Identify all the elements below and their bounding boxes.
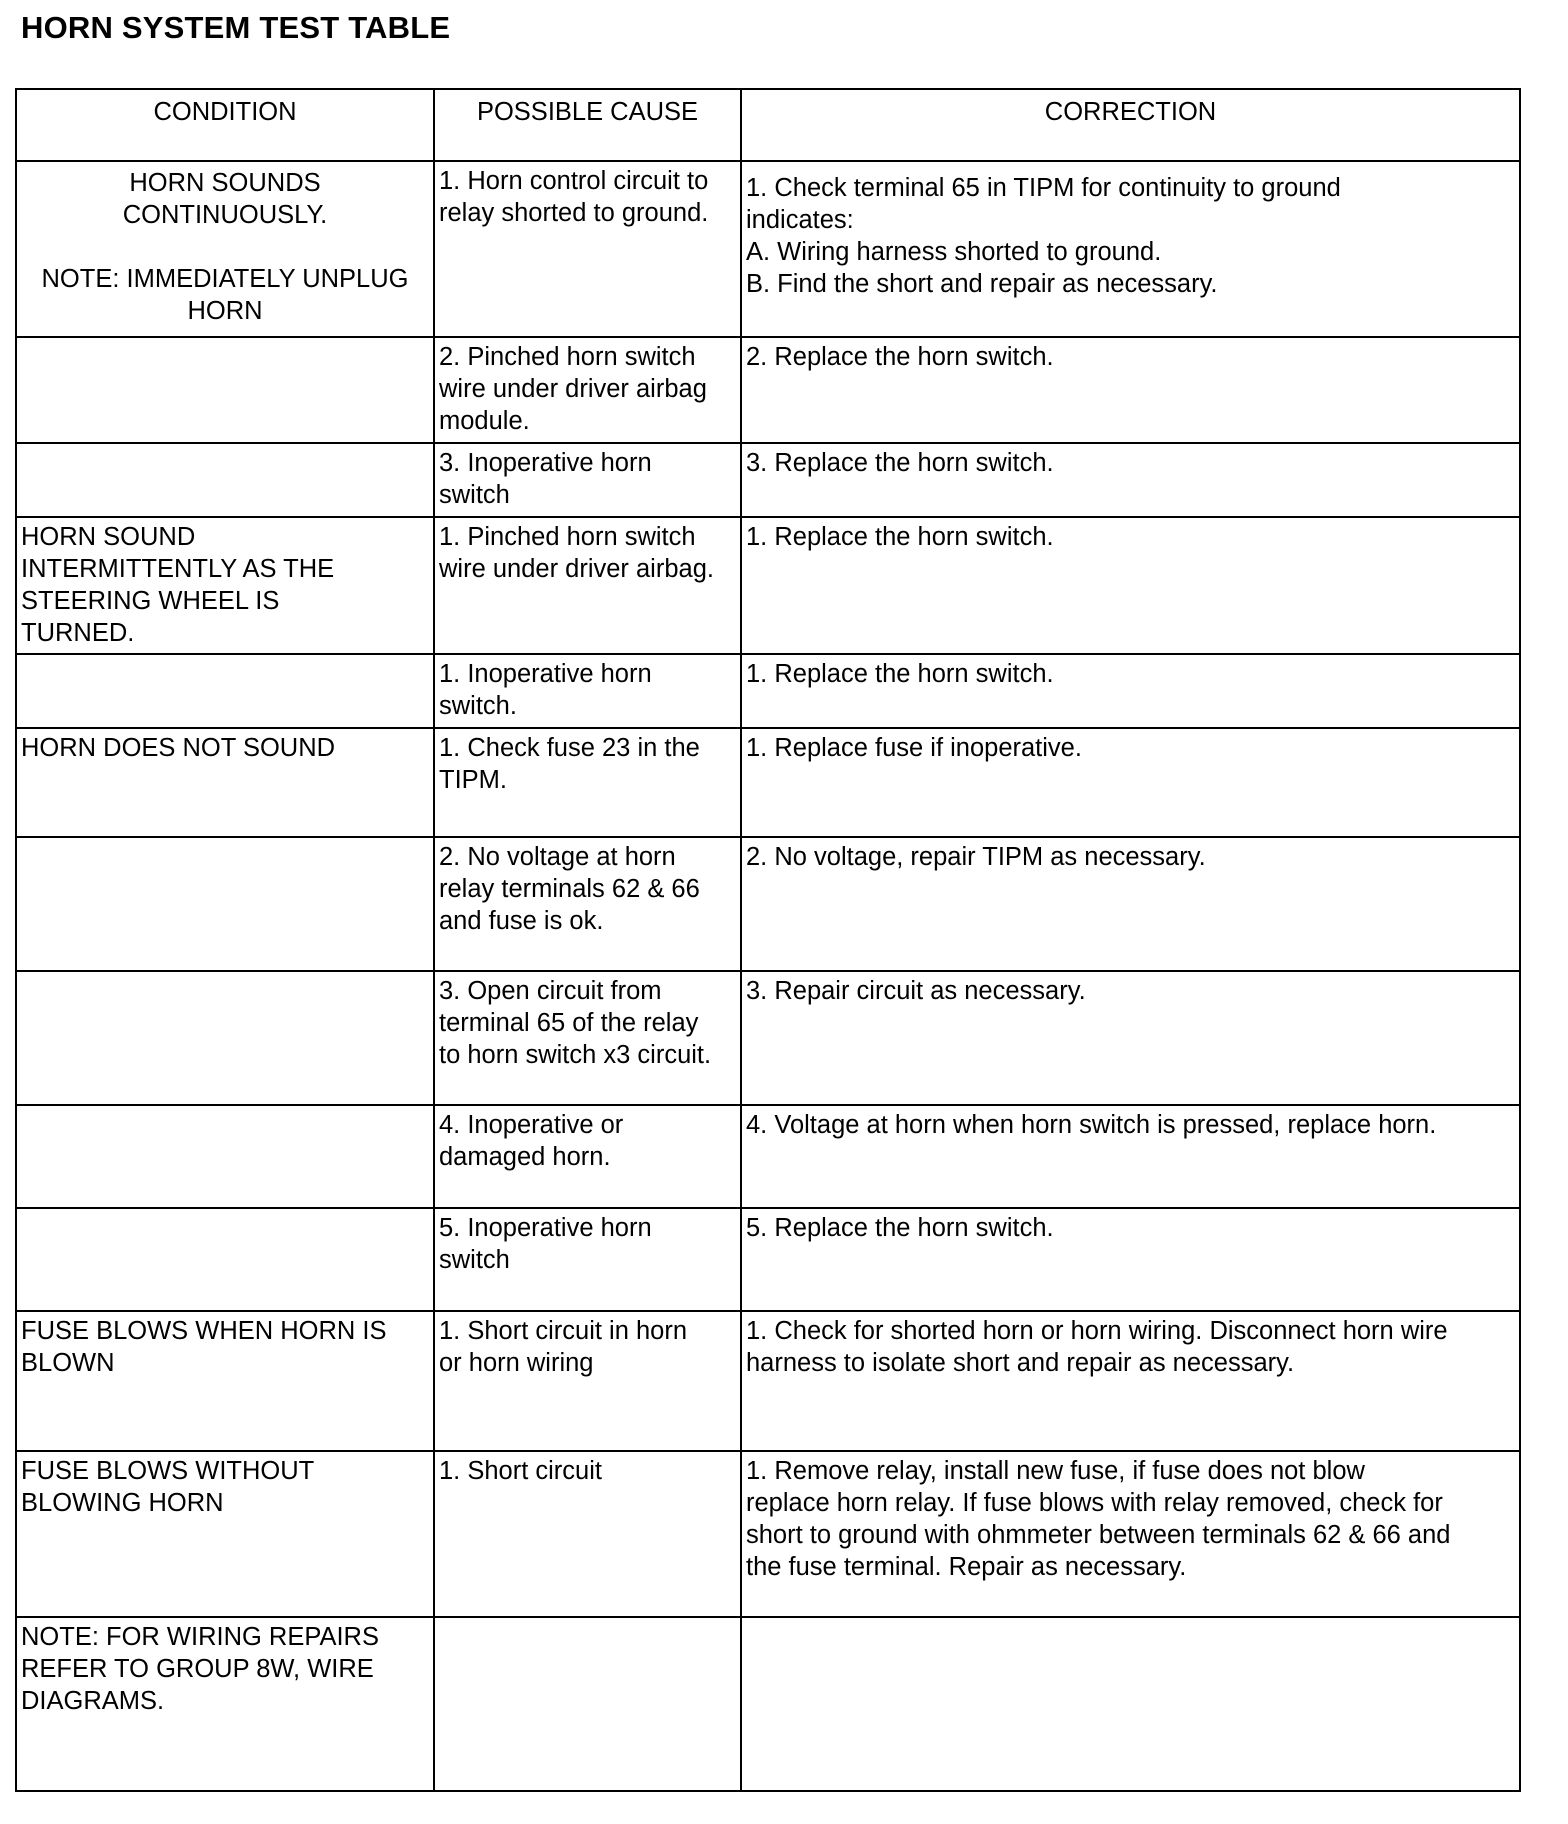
correction-cell [741, 1617, 1520, 1791]
cause-line: TIPM. [439, 766, 507, 794]
cause-line: 1. Short circuit in horn [439, 1317, 688, 1345]
correction-line: 2. No voltage, repair TIPM as necessary. [746, 843, 1206, 871]
condition-line: FUSE BLOWS WHEN HORN IS [21, 1317, 387, 1345]
condition-line: DIAGRAMS. [21, 1687, 165, 1715]
correction-cell [741, 1208, 1520, 1311]
cause-cell [434, 517, 741, 654]
condition-cell [16, 443, 434, 517]
condition-cell [16, 971, 434, 1105]
condition-line: HORN DOES NOT SOUND [21, 734, 336, 762]
cause-cell [434, 337, 741, 443]
correction-line: 1. Remove relay, install new fuse, if fuse does not blow [746, 1457, 1365, 1485]
cause-line: 1. Short circuit [439, 1457, 602, 1485]
cause-line: 3. Inoperative horn [439, 449, 652, 477]
correction-cell [741, 337, 1520, 443]
table-row [16, 1617, 1520, 1791]
cause-cell [434, 1617, 741, 1791]
condition-line: BLOWING HORN [21, 1489, 224, 1517]
correction-line: harness to isolate short and repair as necessary. [746, 1349, 1295, 1377]
page-title: HORN SYSTEM TEST TABLE [21, 10, 451, 45]
correction-cell [741, 1311, 1520, 1451]
cause-line: 5. Inoperative horn [439, 1214, 652, 1242]
cause-cell [434, 654, 741, 728]
condition-cell [16, 517, 434, 654]
cause-line: wire under driver airbag [439, 375, 707, 403]
cause-cell [434, 1105, 741, 1208]
table-row [16, 1208, 1520, 1311]
correction-line: 1. Check terminal 65 in TIPM for continuity to ground [746, 174, 1341, 202]
cause-line: 4. Inoperative or [439, 1111, 624, 1139]
table-row [16, 161, 1520, 337]
cause-line: 1. Pinched horn switch [439, 523, 696, 551]
condition-cell [16, 1105, 434, 1208]
cause-line: 3. Open circuit from [439, 977, 662, 1005]
header-condition: CONDITION [16, 89, 434, 161]
condition-note-line: NOTE: IMMEDIATELY UNPLUG [41, 265, 409, 293]
cause-line: 2. Pinched horn switch [439, 343, 696, 371]
correction-line: 3. Replace the horn switch. [746, 449, 1054, 477]
cause-line: wire under driver airbag. [439, 555, 714, 583]
condition-cell [16, 654, 434, 728]
cause-line: to horn switch x3 circuit. [439, 1041, 712, 1069]
correction-line: 1. Replace fuse if inoperative. [746, 734, 1082, 762]
cause-line: damaged horn. [439, 1143, 611, 1171]
condition-note-line: HORN [187, 297, 263, 325]
condition-cell [16, 728, 434, 837]
cause-line: 1. Check fuse 23 in the [439, 734, 700, 762]
header-possible-cause: POSSIBLE CAUSE [434, 89, 741, 161]
table-row [16, 1451, 1520, 1617]
table-row [16, 971, 1520, 1105]
condition-cell [16, 1311, 434, 1451]
cause-cell [434, 1208, 741, 1311]
cause-cell [434, 443, 741, 517]
condition-line: CONTINUOUSLY. [122, 201, 328, 229]
condition-cell [16, 1208, 434, 1311]
correction-line: 5. Replace the horn switch. [746, 1214, 1054, 1242]
correction-cell [741, 971, 1520, 1105]
table-row [16, 443, 1520, 517]
table-row [16, 837, 1520, 971]
condition-cell [16, 1617, 434, 1791]
correction-cell [741, 1451, 1520, 1617]
table-row [16, 728, 1520, 837]
table-row [16, 1311, 1520, 1451]
header-row [16, 89, 1520, 161]
correction-line: 4. Voltage at horn when horn switch is pressed, replace horn. [746, 1111, 1437, 1139]
table-row [16, 337, 1520, 443]
correction-line: A. Wiring harness shorted to ground. [746, 238, 1162, 266]
table-row [16, 654, 1520, 728]
cause-line: switch [439, 481, 510, 509]
condition-line: INTERMITTENTLY AS THE [21, 555, 335, 583]
cause-line: 2. No voltage at horn [439, 843, 676, 871]
cause-line: or horn wiring [439, 1349, 594, 1377]
condition-line: REFER TO GROUP 8W, WIRE [21, 1655, 374, 1683]
header-correction: CORRECTION [741, 89, 1520, 161]
condition-line: HORN SOUND [21, 523, 196, 551]
correction-line: 3. Repair circuit as necessary. [746, 977, 1086, 1005]
correction-line: indicates: [746, 206, 854, 234]
cause-line: relay shorted to ground. [439, 199, 709, 227]
correction-cell [741, 837, 1520, 971]
cause-line: switch. [439, 692, 517, 720]
correction-cell [741, 161, 1520, 337]
condition-cell [16, 837, 434, 971]
correction-line: the fuse terminal. Repair as necessary. [746, 1553, 1187, 1581]
cause-line: terminal 65 of the relay [439, 1009, 699, 1037]
condition-line: HORN SOUNDS [129, 169, 321, 197]
correction-line: 1. Check for shorted horn or horn wiring. Disconnect horn wire [746, 1317, 1448, 1345]
correction-line: short to ground with ohmmeter between terminals 62 & 66 and [746, 1521, 1451, 1549]
condition-line: NOTE: FOR WIRING REPAIRS [21, 1623, 379, 1651]
table-row [16, 517, 1520, 654]
condition-cell [16, 1451, 434, 1617]
horn-test-table [15, 88, 1521, 1792]
correction-cell [741, 728, 1520, 837]
cause-line: 1. Inoperative horn [439, 660, 652, 688]
cause-cell [434, 1311, 741, 1451]
condition-cell [16, 161, 434, 337]
correction-cell [741, 517, 1520, 654]
correction-line: 1. Replace the horn switch. [746, 660, 1054, 688]
cause-line: 1. Horn control circuit to [439, 167, 709, 195]
cause-line: and fuse is ok. [439, 907, 604, 935]
condition-cell [16, 337, 434, 443]
correction-line: replace horn relay. If fuse blows with relay removed, check for [746, 1489, 1443, 1517]
cause-line: switch [439, 1246, 510, 1274]
cause-line: module. [439, 407, 530, 435]
correction-cell [741, 443, 1520, 517]
table-row [16, 1105, 1520, 1208]
correction-cell [741, 654, 1520, 728]
cause-cell [434, 837, 741, 971]
cause-line: relay terminals 62 & 66 [439, 875, 700, 903]
cause-cell [434, 728, 741, 837]
cause-cell [434, 1451, 741, 1617]
correction-line: B. Find the short and repair as necessary. [746, 270, 1218, 298]
condition-line: TURNED. [21, 619, 135, 647]
cause-cell [434, 971, 741, 1105]
correction-cell [741, 1105, 1520, 1208]
condition-line: FUSE BLOWS WITHOUT [21, 1457, 315, 1485]
condition-line: STEERING WHEEL IS [21, 587, 280, 615]
correction-line: 2. Replace the horn switch. [746, 343, 1054, 371]
condition-line: BLOWN [21, 1349, 115, 1377]
correction-line: 1. Replace the horn switch. [746, 523, 1054, 551]
cause-cell [434, 161, 741, 337]
